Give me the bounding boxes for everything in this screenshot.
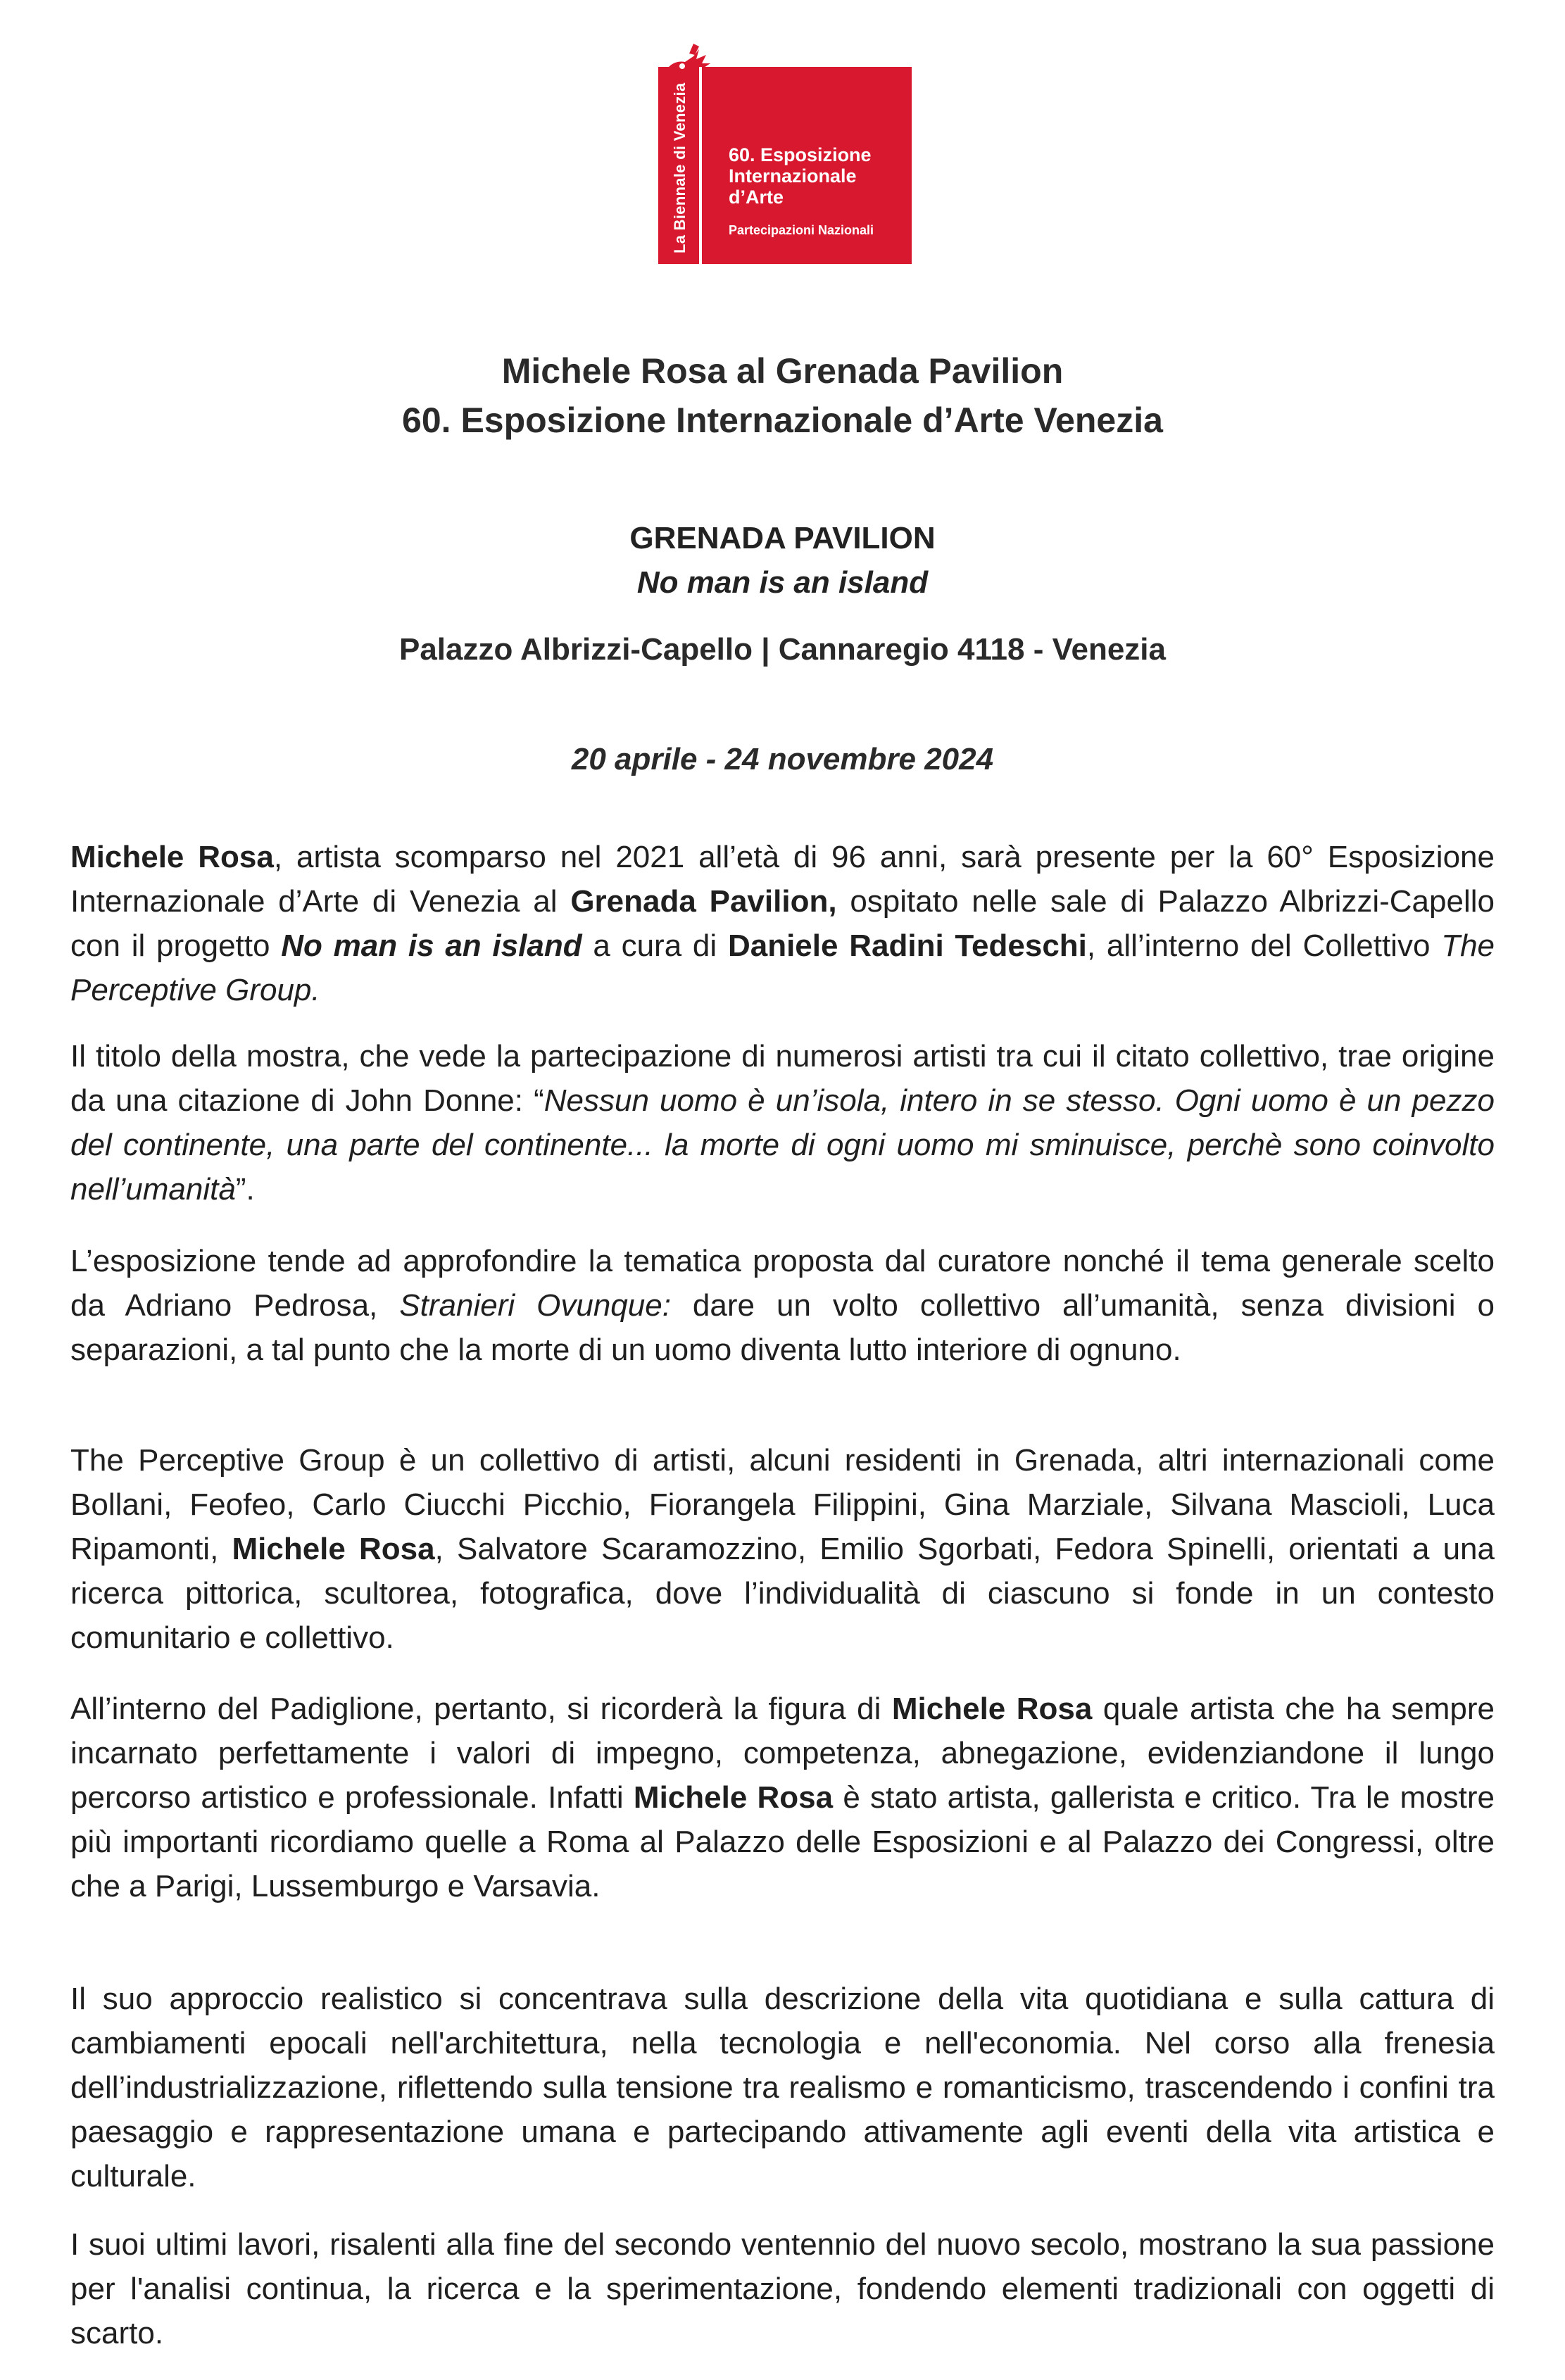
logo-edition-text: 60. Esposizione Internazionale d’Arte — [729, 144, 872, 208]
page-title-line1: Michele Rosa al Grenada Pavilion — [501, 351, 1064, 391]
paragraph-collective: The Perceptive Group è un collettivo di artisti, alcuni residenti in Grenada, altri internazionali come Bollani, Feofeo, Carlo Ciucchi Picchio, Fiorangela Filippini, Gina Marziale, Silvana Mascioli, Luca Ripamonti, Michele Rosa, Salvatore Scaramozzino, Emilio Sgorbati, Fedora Spinelli, orientati a una ricerca pittorica, scultorea, fotografica, dove l’individualità di ciascuno si fonde in un contesto comunitario e collettivo. — [70, 1443, 1495, 1655]
exhibition-dates: 20 aprile - 24 novembre 2024 — [571, 742, 994, 776]
paragraph-title-origin: Il titolo della mostra, che vede la partecipazione di numerosi artisti tra cui il citato collettivo, trae origine da una citazione di John Donne: “Nessun uomo è un’isola, intero in se stesso. Ogni uomo è un pezzo del continente, una parte del continente... la morte di ogni uomo mi sminuisce, perchè sono coinvolto nell’umanità”. — [70, 1039, 1495, 1207]
paragraph-last-works: I suoi ultimi lavori, risalenti alla fine del secondo ventennio del nuovo secolo, mostrano la sua passione per l'analisi continua, la ricerca e la sperimentazione, fondendo elementi tradizionali con oggetti di scarto. — [70, 2227, 1495, 2350]
paragraph-approach: Il suo approccio realistico si concentrava sulla descrizione della vita quotidiana e sulla cattura di cambiamenti epocali nell'architettura, nella tecnologia e nell'economia. Nel corso alla frenesia dell’industrializzazione, riflettendo sulla tensione tra realismo e romanticismo, trascendendo i confini tra paesaggio e rappresentazione umana e partecipando attivamente agli eventi della vita artistica e culturale. — [70, 1982, 1495, 2193]
venue-address: Palazzo Albrizzi-Capello | Cannaregio 4118 - Venezia — [398, 632, 1167, 667]
pavilion-heading: GRENADA PAVILION — [629, 521, 936, 555]
logo-divider — [699, 67, 702, 264]
paragraph-theme: L’esposizione tende ad approfondire la tematica proposta dal curatore nonché il tema generale scelto da Adriano Pedrosa, Stranieri Ovunque: dare un volto collettivo all’umanità, senza divisioni o separazioni, a tal punto che la morte di un uomo diventa lutto interiore di ognuno. — [70, 1244, 1495, 1367]
biennale-logo — [658, 67, 912, 264]
logo-vertical-text: La Biennale di Venezia — [671, 82, 689, 253]
paragraph-intro: Michele Rosa, artista scomparso nel 2021 all’età di 96 anni, sarà presente per la 60° Esposizione Internazionale d’Arte di Venezia al Grenada Pavilion, ospitato nelle sale di Palazzo Albrizzi-Capello con il progetto No man is an island a cura di Daniele Radini Tedeschi, all’interno del Collettivo The Perceptive Group. — [70, 840, 1495, 1007]
exhibition-subtitle: No man is an island — [636, 565, 929, 600]
logo-national-participations: Partecipazioni Nazionali — [729, 223, 874, 237]
page-title-line2: 60. Esposizione Internazionale d’Arte Venezia — [402, 401, 1163, 440]
paragraph-artist-career: All’interno del Padiglione, pertanto, si ricorderà la figura di Michele Rosa quale artista che ha sempre incarnato perfettamente i valori di impegno, competenza, abnegazione, evidenziandone il lungo percorso artistico e professionale. Infatti Michele Rosa è stato artista, gallerista e critico. Tra le mostre più importanti ricordiamo quelle a Roma al Palazzo delle Esposizioni e al Palazzo dei Congressi, oltre che a Parigi, Lussemburgo e Varsavia. — [70, 1692, 1495, 1903]
